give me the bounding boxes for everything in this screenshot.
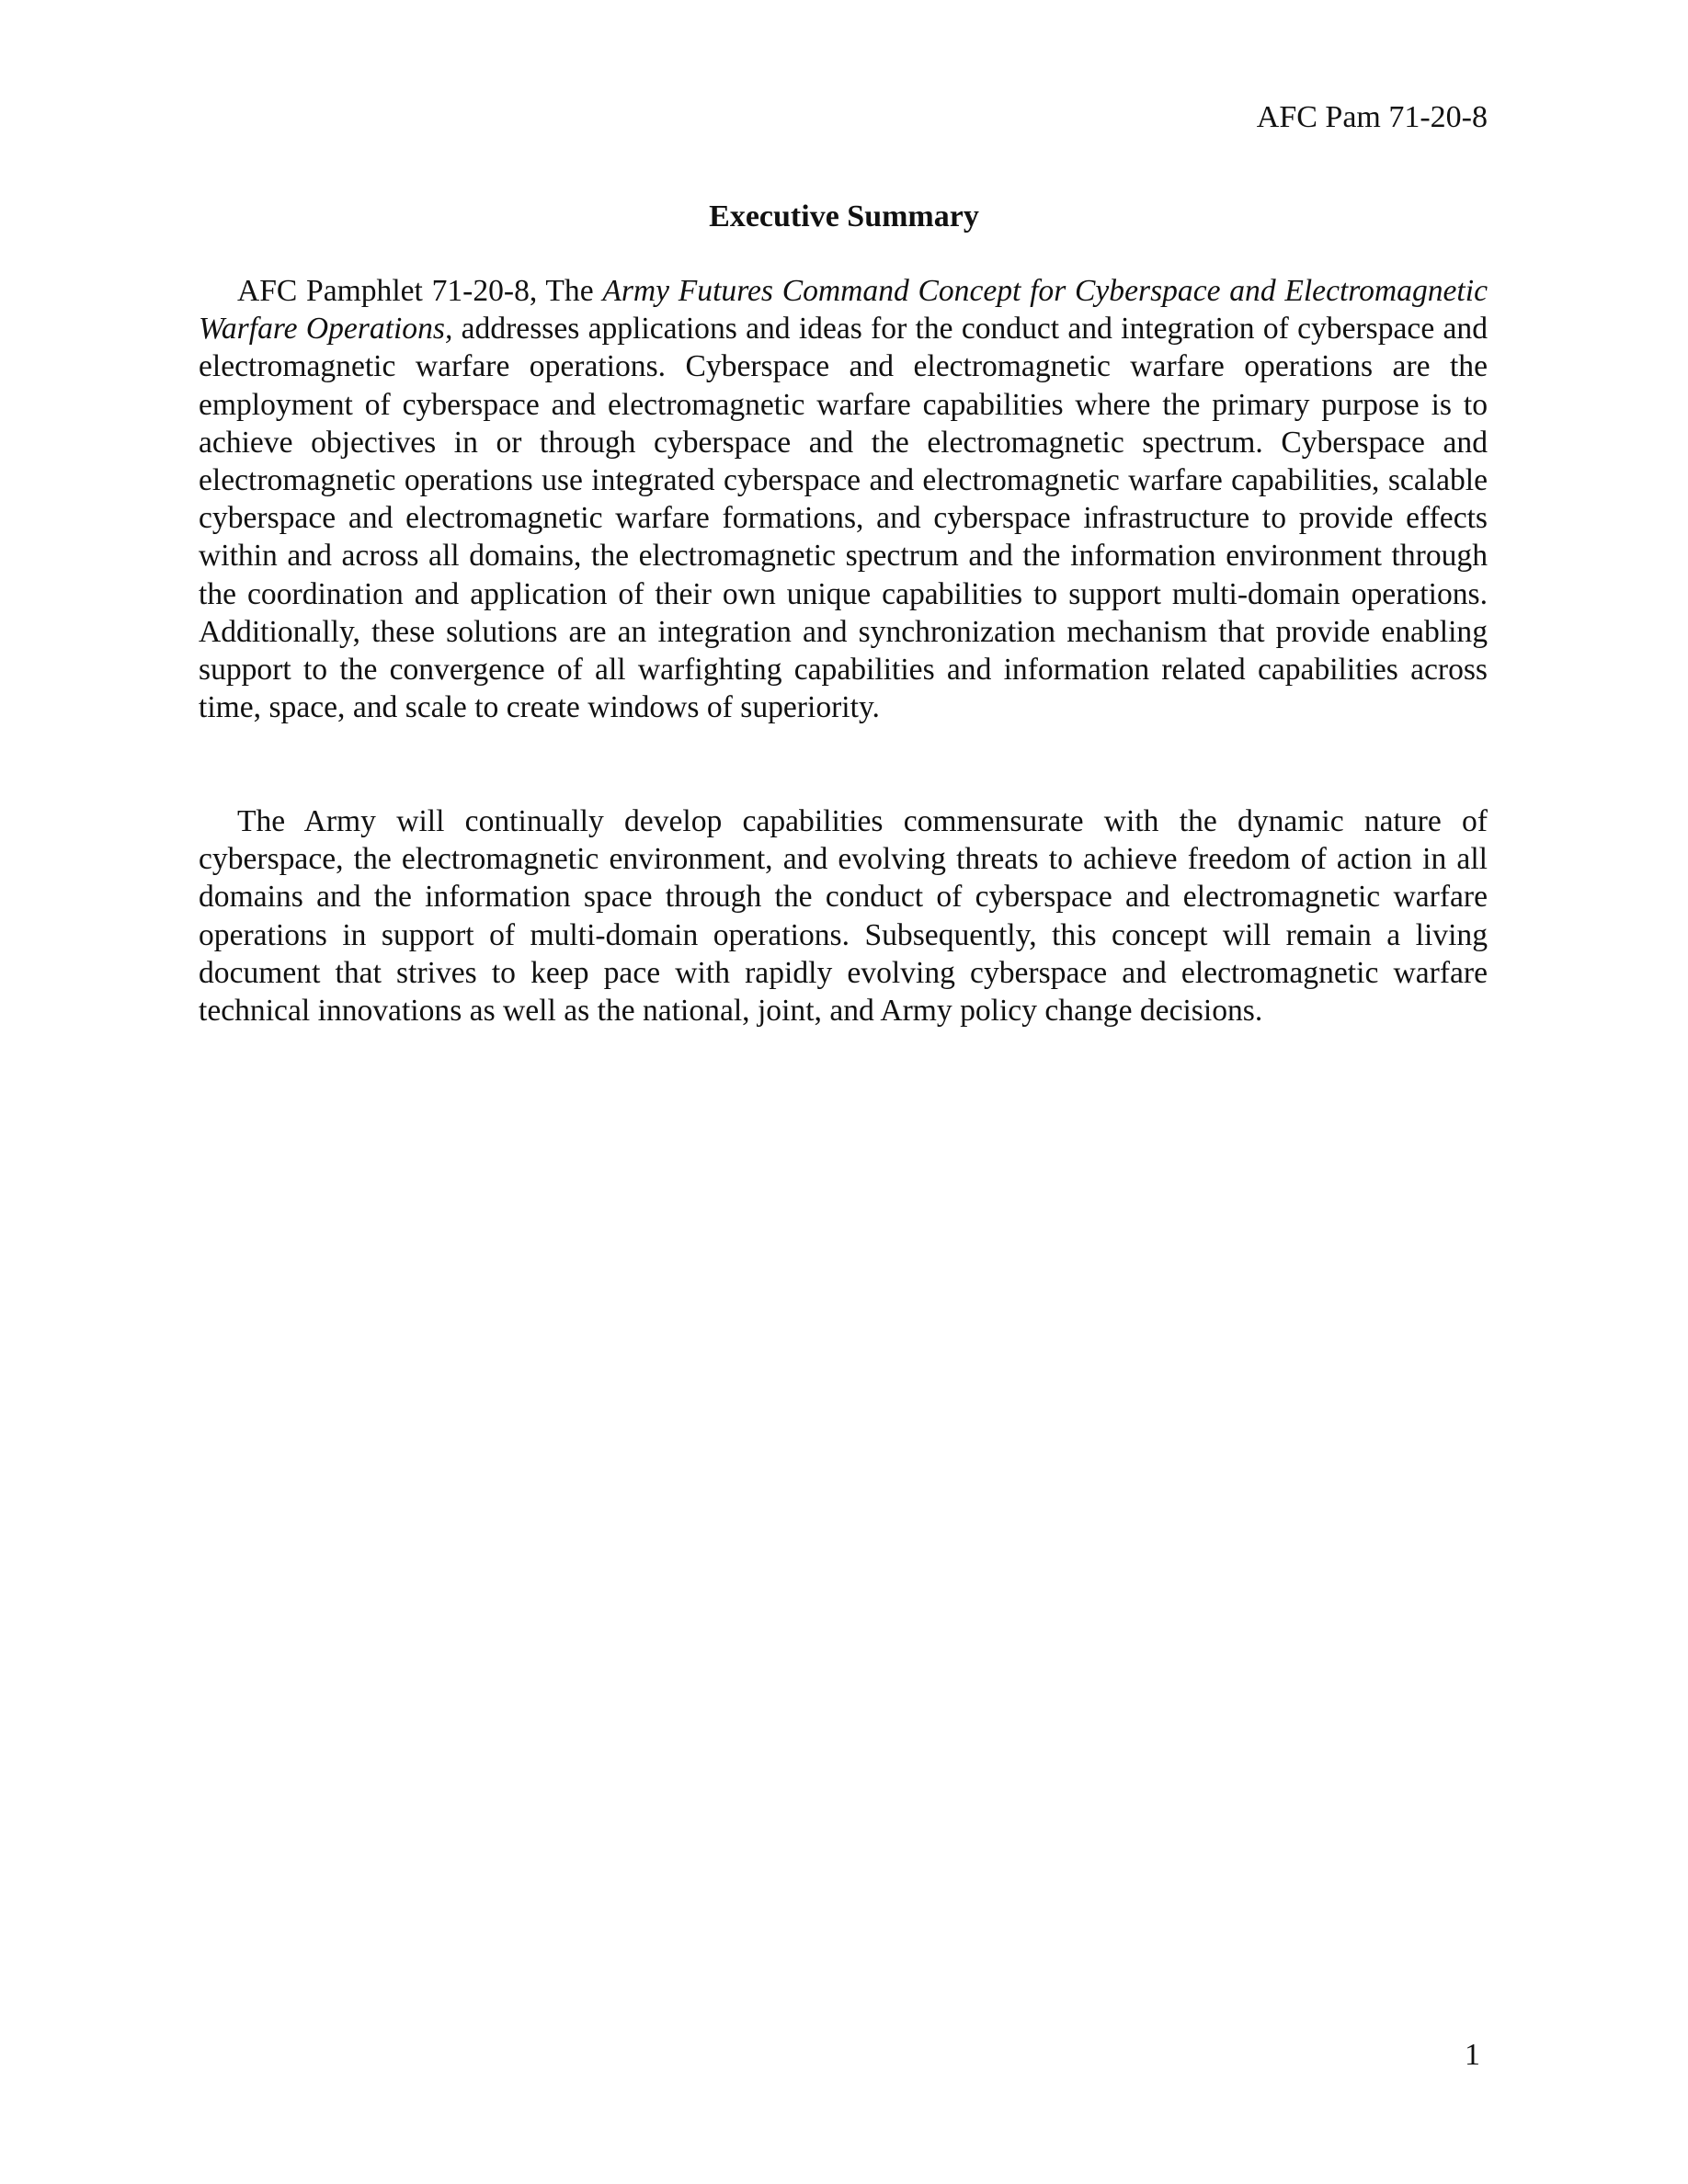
publication-title: Army Futures Command Concept for Cyberspace and Electromagnetic Warfare Operations,	[199, 274, 1488, 347]
section-title: Executive Summary	[709, 199, 979, 233]
running-header: AFC Pam 71-20-8	[1256, 100, 1488, 134]
paragraph-1	[199, 272, 1488, 726]
paragraph-1-lead: AFC Pamphlet 71-20-8, The	[237, 274, 603, 308]
paragraph-2: The Army will continually develop capabilities commensurate with the dynamic nature of cyberspace, the electromagnetic environment, and evolving threats to achieve freedom of action in all domains and the information space through the conduct of cyberspace and electromagnetic warfare operations in support of multi-domain operations. Subsequently, this concept will remain a living document that strives to keep pace with rapidly evolving cyberspace and electromagnetic warfare technical innovations as well as the national, joint, and Army policy change decisions.	[199, 804, 1488, 1029]
paragraph-1-rest: addresses applications and ideas for the conduct and integration of cyberspace and electromagnetic warfare operations. Cyberspace and electromagnetic warfare operations are the employment of cyberspace and electromagnetic warfare capabilities where the primary purpose is to achieve objectives in or through cyberspace and the electromagnetic spectrum. Cyberspace and electromagnetic operations use integrated cyberspace and electromagnetic warfare capabilities, scalable cyberspace and electromagnetic warfare formations, and cyberspace infrastructure to provide effects within and across all domains, the electromagnetic spectrum and the information environment through the coordination and application of their own unique capabilities to support multi-domain operations. Additionally, these solutions are an integration and synchronization mechanism that provide enabling support to the convergence of all warfighting capabilities and information related capabilities across time, space, and scale to create windows of superiority.	[199, 312, 1488, 725]
page-number: 1	[1465, 2038, 1480, 2072]
